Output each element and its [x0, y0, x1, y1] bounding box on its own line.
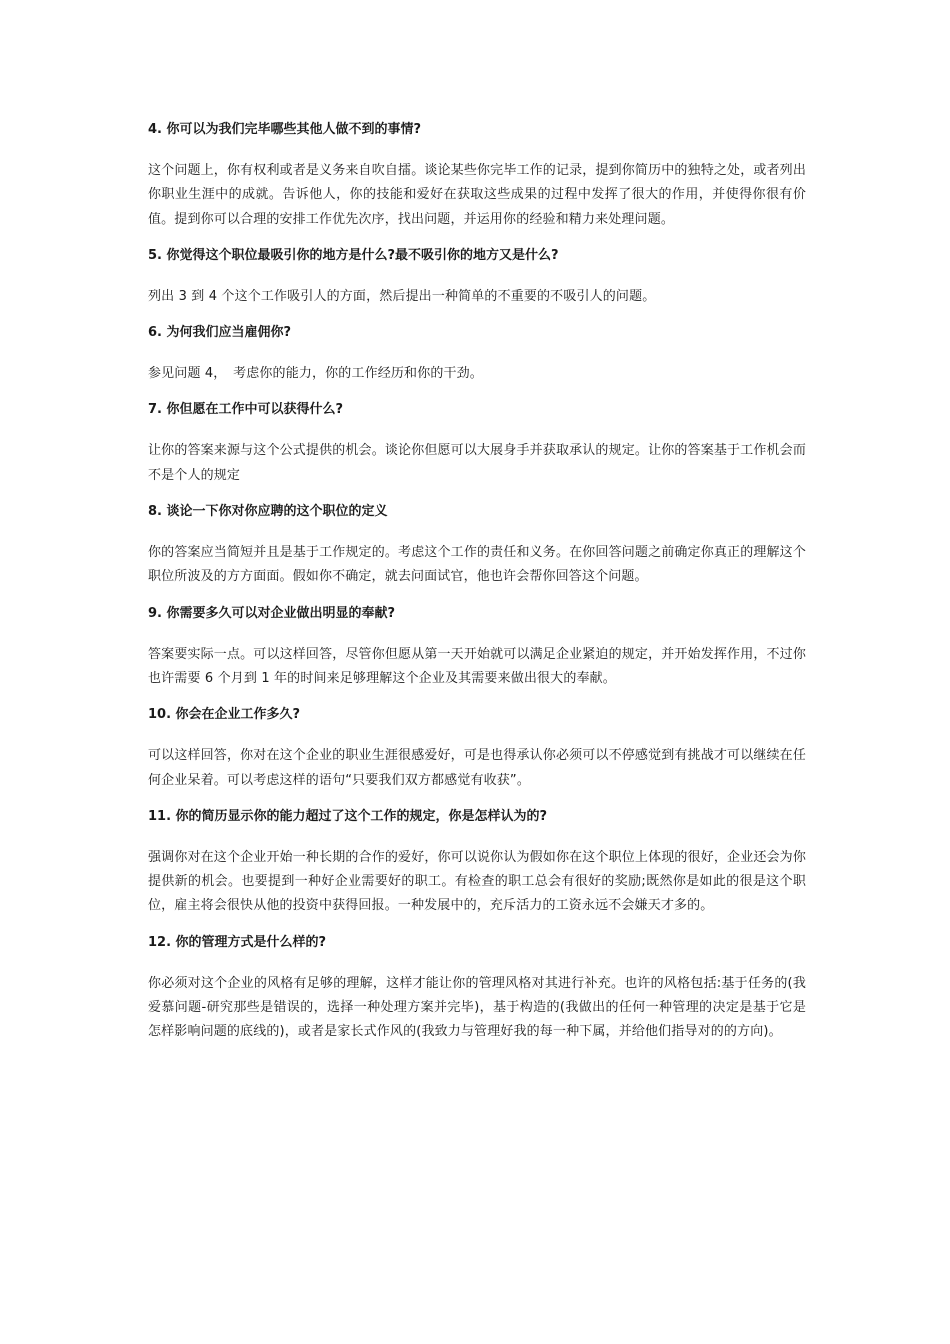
question-heading: 4. 你可以为我们完毕哪些其他人做不到的事情? [148, 122, 422, 137]
question-heading: 11. 你的简历显示你的能力超过了这个工作的规定，你是怎样认为的? [148, 808, 548, 824]
document-body [148, 118, 806, 1045]
question-heading: 10. 你会在企业工作多久? [148, 707, 301, 723]
question-heading: 6. 为何我们应当雇佣你? [148, 325, 292, 341]
answer-paragraph: 答案要实际一点。可以这样回答，尽管你但愿从第一天开始就可以满足企业紧迫的规定，并开始发挥作用，不过你也许需要 6 个月到 1 年的时间来足够理解这个企业及其需要来做出很大的奉献。 [148, 646, 806, 686]
question-heading: 7. 你但愿在工作中可以获得什么? [148, 402, 344, 418]
question-heading: 5. 你觉得这个职位最吸引你的地方是什么?最不吸引你的地方又是什么? [148, 247, 559, 263]
answer-paragraph: 强调你对在这个企业开始一种长期的合作的爱好，你可以说你认为假如你在这个职位上体现的很好，企业还会为你提供新的机会。也要提到一种好企业需要好的职工。有检查的职工总会有很好的奖励;既然你是如此的很是这个职位，雇主将会很快从他的投资中获得回报。一种发展中的，充斥活力的工资永远不会嫌天才多的。 [148, 849, 806, 914]
question-heading: 8. 谈论一下你对你应聘的这个职位的定义 [148, 504, 388, 520]
answer-paragraph: 可以这样回答，你对在这个企业的职业生涯很感爱好，可是也得承认你必须可以不停感觉到有挑战才可以继续在任何企业呆着。可以考虑这样的语句“只要我们双方都感觉有收获”。 [148, 748, 806, 788]
question-heading: 9. 你需要多久可以对企业做出明显的奉献? [148, 605, 396, 621]
answer-paragraph: 你的答案应当简短并且是基于工作规定的。考虑这个工作的责任和义务。在你回答问题之前确定你真正的理解这个职位所波及的方方面面。假如你不确定，就去问面试官，他也许会帮你回答这个问题。 [148, 545, 806, 585]
question-heading: 12. 你的管理方式是什么样的? [148, 934, 327, 950]
answer-paragraph: 让你的答案来源与这个公式提供的机会。谈论你但愿可以大展身手并获取承认的规定。让你的答案基于工作机会而不是个人的规定 [148, 443, 806, 483]
answer-paragraph: 你必须对这个企业的风格有足够的理解，这样才能让你的管理风格对其进行补充。也许的风格包括:基于任务的(我爱慕问题-研究那些是错误的，选择一种处理方案并完毕)，基于构造的(我做出的任何一种管理的决定是基于它是怎样影响问题的底线的)，或者是家长式作风的(我致力与管理好我的每一种下属，并给他们指导对的的方向)。 [148, 975, 806, 1040]
answer-paragraph: 这个问题上，你有权利或者是义务来自吹自擂。谈论某些你完毕工作的记录，提到你简历中的独特之处，或者列出你职业生涯中的成就。告诉他人，你的技能和爱好在获取这些成果的过程中发挥了很大的作用，并使得你很有价值。提到你可以合理的安排工作优先次序，找出问题，并运用你的经验和精力来处理问题。 [148, 163, 806, 227]
answer-paragraph: 列出 3 到 4 个这个工作吸引人的方面，然后提出一种简单的不重要的不吸引人的问题。 [148, 288, 656, 304]
answer-paragraph: 参见问题 4， 考虑你的能力，你的工作经历和你的干劲。 [148, 366, 483, 382]
